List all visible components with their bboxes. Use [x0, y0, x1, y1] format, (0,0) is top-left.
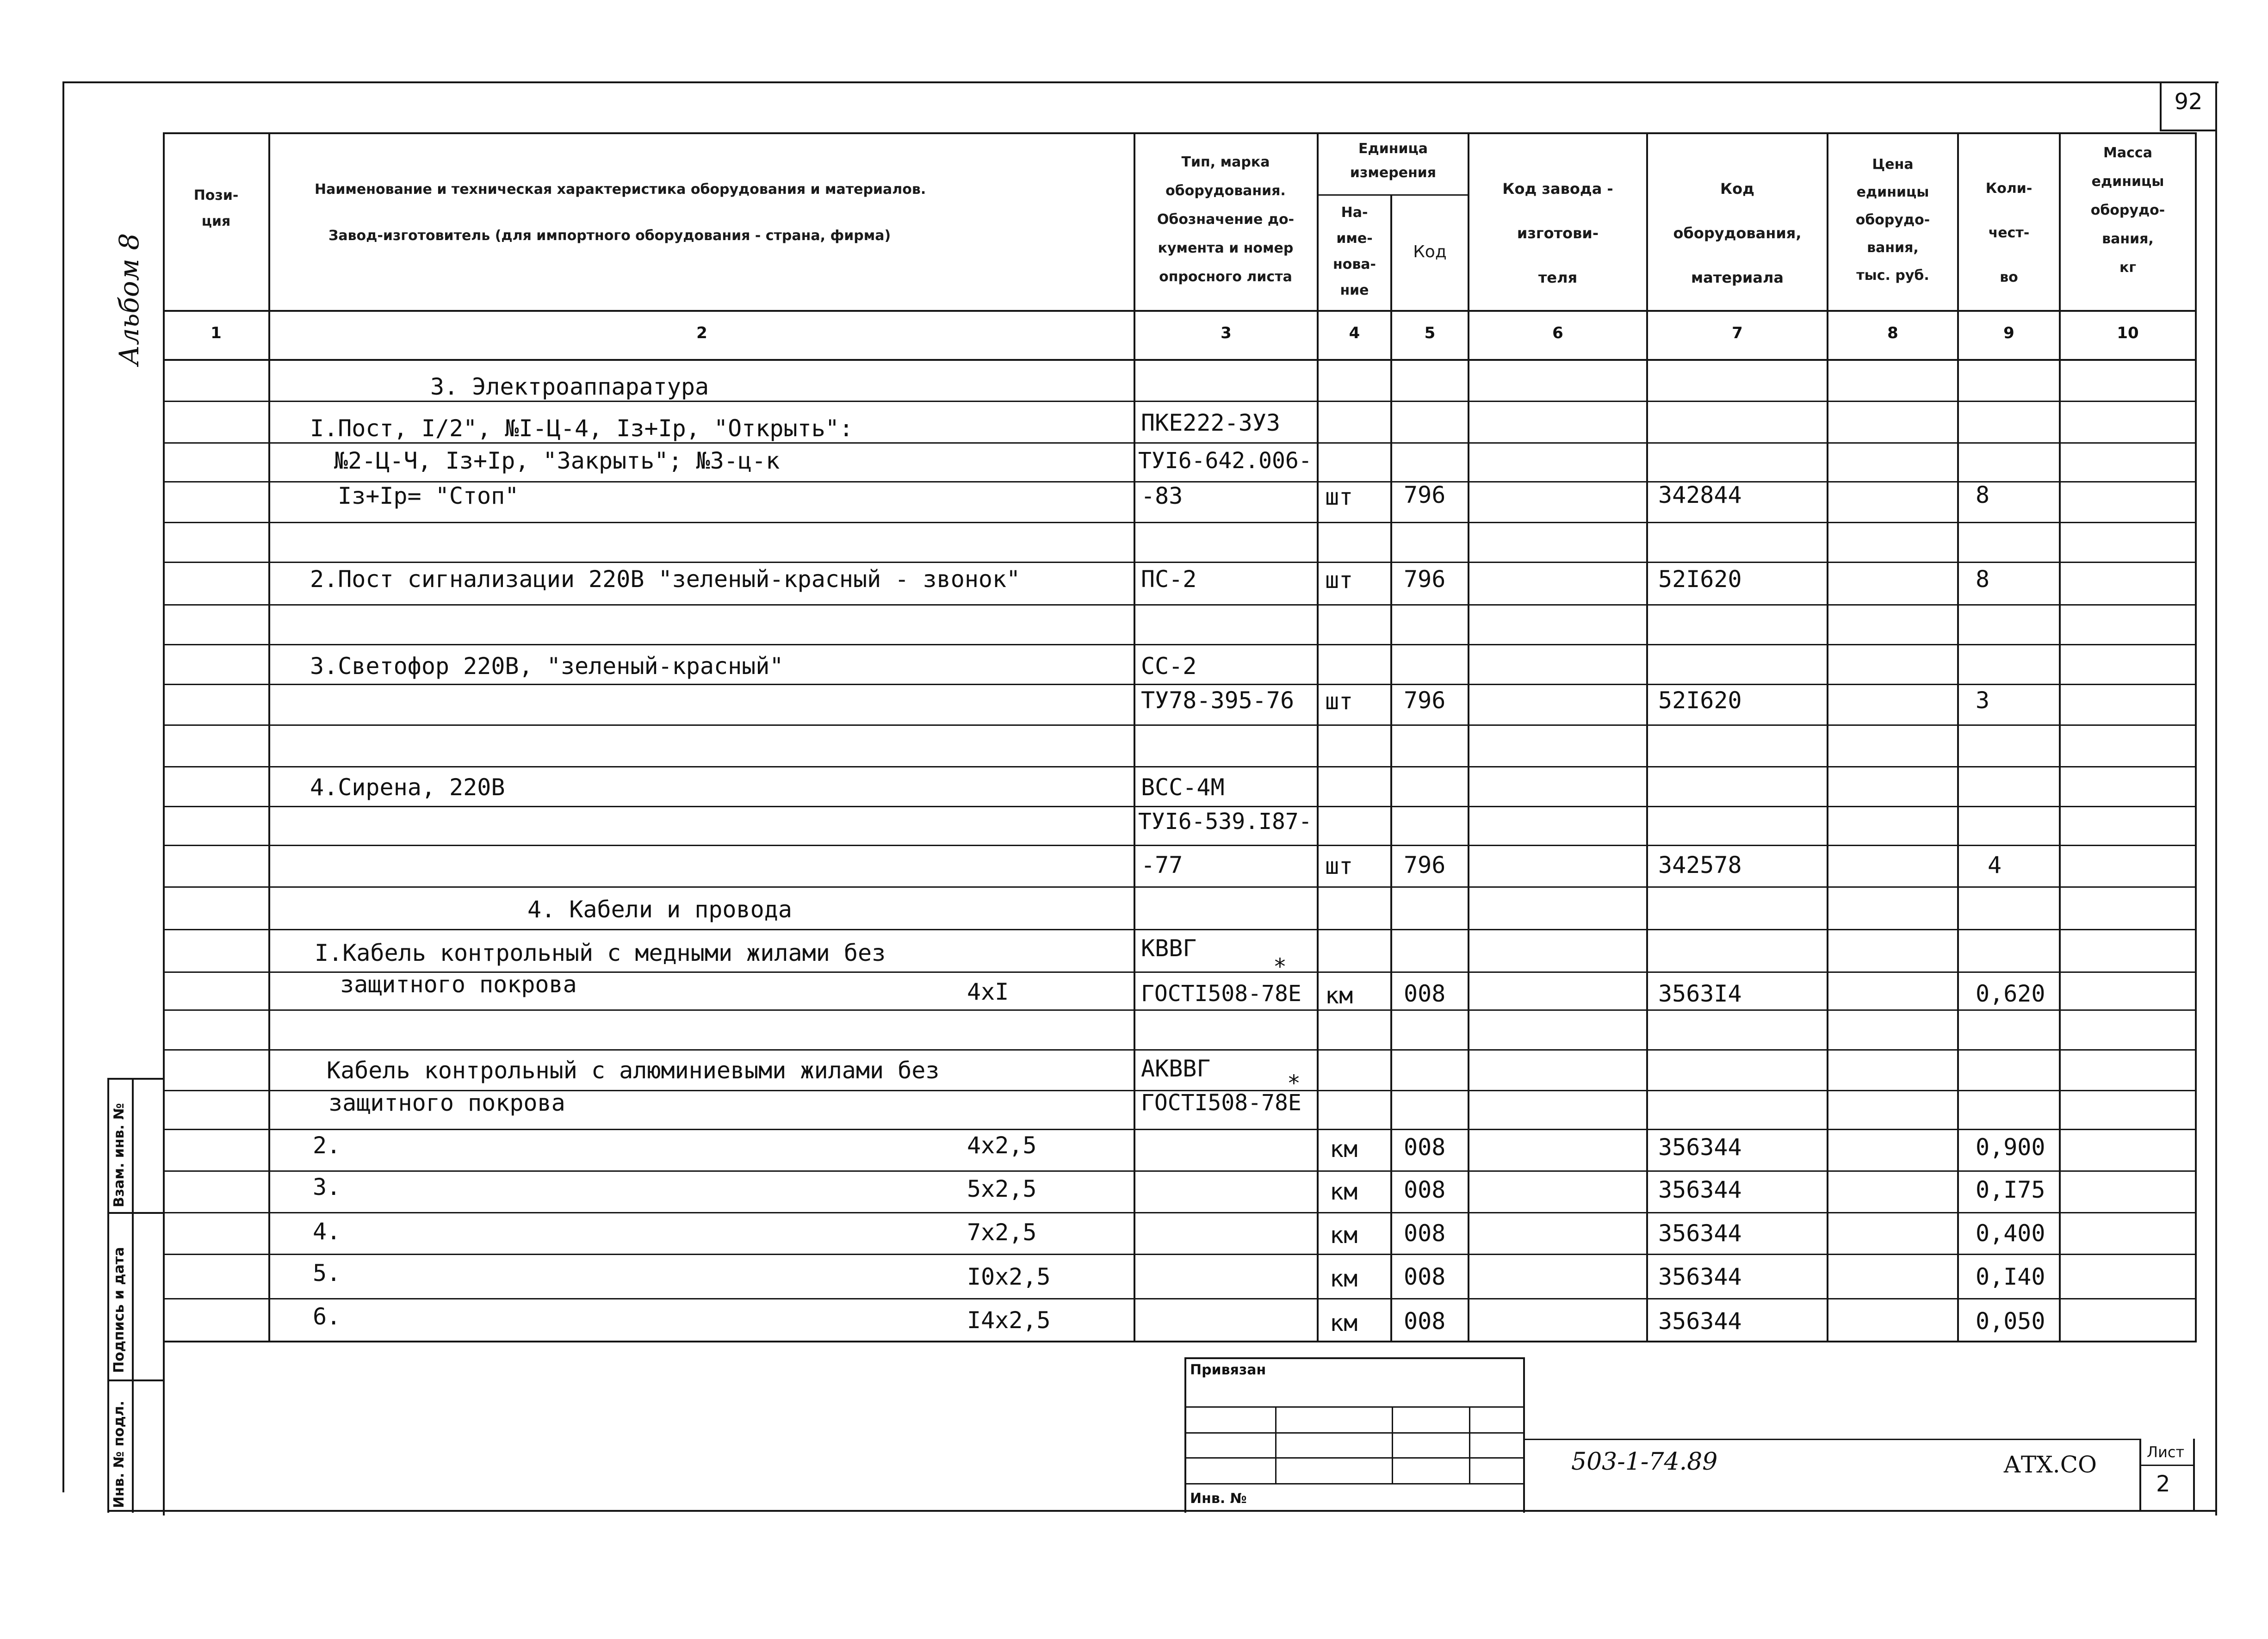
col-number-3: 3 — [1221, 324, 1232, 342]
side-stamp-mid — [132, 1078, 134, 1513]
table-row-type: ТУI6-539.I87- — [1138, 809, 1312, 835]
row-sep — [163, 845, 2197, 846]
table-row-code: 008 — [1404, 1263, 1446, 1290]
table-row-code: 008 — [1404, 1176, 1446, 1203]
sheet-label: Лист — [2147, 1443, 2185, 1461]
row-sep — [163, 724, 2197, 726]
doc-code: АТХ.СО — [2003, 1451, 2097, 1478]
row-sep — [163, 1009, 2197, 1011]
table-row-qty: 0,620 — [1976, 980, 2045, 1007]
col-number-9: 9 — [2003, 324, 2014, 342]
title-block-col — [1469, 1406, 1470, 1483]
table-row-equip-code: 356344 — [1658, 1134, 1742, 1161]
header-bottom-line — [163, 310, 2197, 312]
table-row-equip-code: 356344 — [1658, 1220, 1742, 1247]
sheet-box-mid — [2139, 1465, 2195, 1466]
table-row-equip-code: 356344 — [1658, 1308, 1742, 1335]
header-price: Цена единицы оборудо- вания, тыс. руб. — [1855, 156, 1930, 284]
row-sep — [163, 401, 2197, 402]
col-number-7: 7 — [1732, 324, 1743, 342]
table-row-size: I4x2,5 — [967, 1307, 1051, 1334]
table-row-unit: км — [1330, 1178, 1358, 1205]
col-line-1 — [268, 132, 270, 1342]
table-row-qty: 0,400 — [1976, 1220, 2045, 1247]
table-row-type: ТУI6-642.006- — [1138, 448, 1312, 474]
table-row-size: I0x2,5 — [967, 1263, 1051, 1290]
side-stamp-top — [107, 1078, 165, 1080]
col-line-3 — [1317, 132, 1319, 1342]
header-unit-code: Код — [1413, 242, 1447, 261]
table-row-equip-code: 3563I4 — [1658, 980, 1742, 1007]
table-row-unit: км — [1330, 1136, 1358, 1163]
header-name-line2: Завод-изготовитель (для импортного оборудования - страна, фирма) — [328, 228, 891, 244]
table-row-type: ГОСТI508-78Е — [1141, 1090, 1301, 1116]
table-row-name: защитного покрова — [328, 1089, 565, 1116]
row-sep — [163, 644, 2197, 645]
sheet-box-right — [2193, 1439, 2195, 1511]
table-row-qty: 0,I75 — [1976, 1176, 2045, 1203]
row-sep — [163, 929, 2197, 930]
table-row-code: 008 — [1404, 1134, 1446, 1161]
table-row-qty: 0,900 — [1976, 1134, 2045, 1161]
table-row-type: ГОСТI508-78Е — [1141, 981, 1301, 1007]
table-row-unit: шт — [1325, 688, 1353, 715]
table-row-qty: 3 — [1976, 687, 1990, 714]
table-row-name: Iз+Ip= "Стоп" — [338, 482, 519, 509]
row-sep — [163, 562, 2197, 563]
col-number-2: 2 — [696, 324, 707, 342]
table-top-line — [163, 132, 2197, 134]
row-sep — [163, 1170, 2197, 1172]
table-row-unit: км — [1330, 1222, 1358, 1249]
table-row-type: КВВГ — [1141, 935, 1197, 962]
frame-left — [62, 81, 64, 1492]
row-sep — [163, 604, 2197, 606]
colnum-bottom-line — [163, 359, 2197, 361]
col-line-6 — [1646, 132, 1648, 1342]
table-row-name: 5. — [313, 1260, 341, 1286]
table-row-name: 3. — [313, 1174, 341, 1200]
col-number-5: 5 — [1424, 324, 1436, 342]
col-number-6: 6 — [1552, 324, 1563, 342]
title-block-line — [1184, 1457, 1524, 1459]
header-unit-group: Единица измерения — [1350, 141, 1437, 181]
unit-subheader-line — [1319, 194, 1468, 196]
col-line-8 — [1957, 132, 1959, 1342]
table-row-code: 796 — [1404, 566, 1446, 593]
table-row-unit: шт — [1325, 853, 1353, 879]
row-sep — [163, 1129, 2197, 1130]
header-position: Пози- ция — [193, 187, 239, 229]
table-row-equip-code: 52I620 — [1658, 566, 1742, 593]
table-row-equip-code: 342578 — [1658, 852, 1742, 878]
doc-number: 503-1-74.89 — [1571, 1448, 1718, 1476]
table-row-type: ВСС-4М — [1141, 774, 1225, 801]
table-row-name: 2.Пост сигнализации 220В "зеленый-красный - звонок" — [310, 566, 1021, 593]
frame-bottom — [109, 1510, 2216, 1512]
stamp-podpis-data: Подпись и дата — [111, 1247, 127, 1373]
page-number-box-left — [2160, 81, 2162, 131]
row-sep — [163, 1212, 2197, 1213]
table-row-name: защитного покрова — [340, 971, 577, 998]
title-block-line — [1524, 1439, 2139, 1440]
title-block-line — [1184, 1483, 1524, 1484]
table-row-code: 008 — [1404, 980, 1446, 1007]
stamp-inv-podl: Инв. № подл. — [111, 1400, 127, 1508]
col-line-7 — [1827, 132, 1828, 1342]
table-row-type: ПКЕ222-3У3 — [1141, 409, 1281, 436]
table-row-unit: шт — [1325, 483, 1353, 510]
table-row-unit: км — [1325, 982, 1353, 1009]
sheet-number: 2 — [2156, 1471, 2170, 1497]
row-sep — [163, 806, 2197, 807]
table-row-name: 4.Сирена, 220В — [310, 774, 505, 801]
row-sep — [163, 766, 2197, 767]
section-title: 3. Электроаппаратура — [430, 373, 709, 400]
row-sep — [163, 684, 2197, 685]
table-row-unit: км — [1330, 1310, 1358, 1336]
frame-top — [62, 81, 2218, 83]
header-plant-code: Код завода - изготови- теля — [1502, 180, 1613, 286]
privyazan-label: Привязан — [1190, 1362, 1266, 1378]
col-number-4: 4 — [1349, 324, 1360, 342]
table-row-equip-code: 356344 — [1658, 1263, 1742, 1290]
title-block-line — [1184, 1406, 1524, 1408]
side-stamp-sep — [107, 1212, 165, 1214]
section-title: 4. Кабели и провода — [527, 896, 792, 923]
title-block-line — [1184, 1432, 1524, 1434]
table-row-type: АКВВГ — [1141, 1055, 1211, 1082]
table-row-qty: 8 — [1976, 566, 1990, 593]
col-line-4 — [1390, 194, 1392, 1342]
title-block-col — [1392, 1406, 1393, 1483]
title-block-left — [1184, 1357, 1186, 1513]
table-bottom-line — [163, 1341, 2197, 1342]
table-row-equip-code: 52I620 — [1658, 687, 1742, 714]
table-row-size: 5x2,5 — [967, 1175, 1037, 1202]
side-stamp-sep — [107, 1379, 165, 1381]
col-line-5 — [1468, 132, 1469, 1342]
table-row-type: ПС-2 — [1141, 566, 1197, 593]
table-row-code: 796 — [1404, 852, 1446, 878]
side-stamp-left — [107, 1078, 109, 1513]
inv-no-label: Инв. № — [1190, 1491, 1247, 1507]
header-name-line1: Наименование и техническая характеристика оборудования и материалов. — [315, 181, 926, 198]
frame-right — [2215, 81, 2217, 1515]
table-row-unit: шт — [1325, 567, 1353, 594]
table-row-type: ТУ78-395-76 — [1141, 687, 1295, 714]
col-line-2 — [1134, 132, 1135, 1342]
col-number-8: 8 — [1887, 324, 1898, 342]
table-row-qty: 0,I40 — [1976, 1263, 2045, 1290]
title-block-col — [1275, 1406, 1277, 1483]
table-row-name: Кабель контрольный с алюминиевыми жилами без — [327, 1057, 940, 1084]
table-row-qty: 8 — [1976, 482, 1990, 508]
header-unit-name: На- име- нова- ние — [1332, 204, 1376, 298]
table-row-code: 008 — [1404, 1308, 1446, 1335]
col-line-9 — [2059, 132, 2061, 1342]
table-row-type: СС-2 — [1141, 653, 1197, 680]
row-sep — [163, 1298, 2197, 1299]
table-row-code: 796 — [1404, 687, 1446, 714]
table-row-name: I.Кабель контрольный с медными жилами без — [315, 940, 886, 966]
table-row-equip-code: 342844 — [1658, 482, 1742, 508]
table-row-equip-code: 356344 — [1658, 1176, 1742, 1203]
gost-star: * — [1287, 1070, 1301, 1096]
gost-star: * — [1273, 954, 1287, 980]
row-sep — [163, 886, 2197, 888]
table-row-name: 2. — [313, 1132, 341, 1159]
table-row-code: 796 — [1404, 482, 1446, 508]
table-row-code: 008 — [1404, 1220, 1446, 1247]
col-line-10 — [2195, 132, 2197, 1342]
table-row-name: 4. — [313, 1218, 341, 1245]
title-block-right — [1523, 1357, 1525, 1513]
sheet-box-left — [2139, 1439, 2141, 1511]
table-row-name: I.Пост, I/2", №I-Ц-4, Iз+Ip, "Открыть": — [310, 415, 853, 442]
title-block-top — [1184, 1357, 1524, 1359]
album-label: Альбом 8 — [113, 233, 145, 365]
table-row-size: 4xI — [967, 978, 1009, 1005]
header-type: Тип, марка оборудования. Обозначение до- кумента и номер опросного листа — [1157, 154, 1295, 285]
table-row-name: №2-Ц-Ч, Iз+Ip, "Закрыть"; №3-ц-к — [334, 447, 780, 474]
table-row-unit: км — [1330, 1265, 1358, 1292]
row-sep — [163, 442, 2197, 444]
table-row-qty: 0,050 — [1976, 1308, 2045, 1335]
table-row-size: 4x2,5 — [967, 1132, 1037, 1159]
header-equip-code: Код оборудования, материала — [1673, 180, 1802, 286]
col-number-10: 10 — [2117, 324, 2139, 342]
table-row-type: -83 — [1141, 482, 1183, 509]
header-quantity: Коли- чест- во — [1985, 180, 2033, 285]
stamp-vzam-inv: Взам. инв. № — [111, 1103, 127, 1207]
row-sep — [163, 1049, 2197, 1051]
row-sep — [163, 1254, 2197, 1255]
page-number-box-bottom — [2160, 130, 2217, 131]
table-row-size: 7x2,5 — [967, 1219, 1037, 1246]
header-mass: Масса единицы оборудо- вания, кг — [2090, 145, 2165, 276]
table-row-qty: 4 — [1988, 852, 2002, 878]
col-number-1: 1 — [211, 324, 222, 342]
page-number: 92 — [2174, 89, 2203, 115]
table-row-name: 3.Светофор 220В, "зеленый-красный" — [310, 653, 784, 680]
table-row-type: -77 — [1141, 852, 1183, 878]
table-row-name: 6. — [313, 1303, 341, 1330]
row-sep — [163, 522, 2197, 523]
